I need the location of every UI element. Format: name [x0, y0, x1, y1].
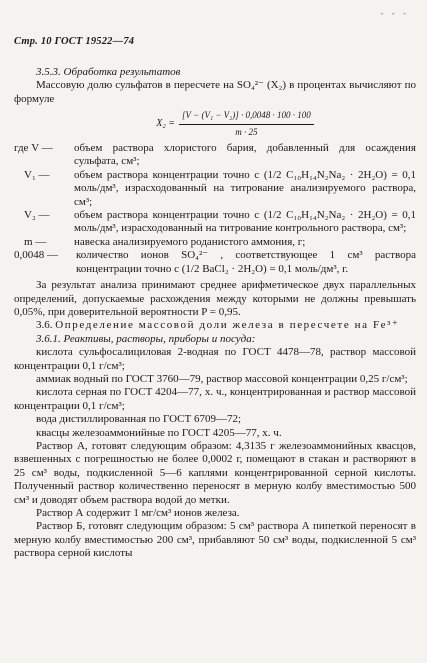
section-3-6-number: 3.6. — [36, 319, 53, 332]
definition-text: объем раствора хлористого бария, добавленный для осаждения сульфата, см³; — [74, 142, 416, 168]
formula-numerator: [V − (V₁ − V₂)] · 0,0048 · 100 · 100 — [179, 109, 314, 124]
definition-text: объем раствора концентрации точно c (1/2 C₁₀H₁₄N₂Na₂ · 2H₂O) = 0,1 моль/дм³, израсходованный на титрование анализируемого раствора, см³; — [74, 168, 416, 208]
page-header: Стр. 10 ГОСТ 19522—74 — [14, 36, 135, 47]
formula — [54, 109, 416, 139]
formula-fraction — [179, 109, 314, 139]
definition-item — [14, 249, 416, 276]
reagent-item: кислота сульфосалициловая 2-водная по ГОСТ 4478—78, раствор массовой концентрации 0,1 г/см³; — [14, 346, 416, 372]
solution-a-contains: Раствор А содержит 1 мг/см³ ионов железа. — [36, 507, 240, 519]
reagent-item: кислота серная по ГОСТ 4204—77, х. ч., концентрированная и раствор массовой концентрации 0,1 г/см³; — [14, 386, 416, 412]
solution-a-paragraph: Раствор А, готовят следующим образом: 4,3135 г железоаммонийных квасцов, взвешенных с погрешностью не более 0,0002 г, помещают в стакан и растворяют в 25 см³ воды, подкисленной 5—6 каплями концентрированной серной кислоты. Полученный раствор количественно переносят в мерную колбу вместимостью 500 см³ и доводят объем раствора водой до метки. — [14, 439, 416, 506]
definition-term: V₁ — — [24, 168, 50, 181]
section-3-6-1-title: 3.6.1. Реактивы, растворы, приборы и посуда: — [36, 332, 256, 345]
section-3-6-heading — [14, 319, 416, 332]
definition-term: где V — — [14, 142, 53, 155]
definition-term: V₂ — — [24, 209, 50, 222]
solution-b-paragraph: Раствор Б, готовят следующим образом: 5 см³ раствора А пипеткой переносят в мерную колбу вместимостью 200 см³, прибавляют 50 см³ воды, подкисленной 5 см³ раствора серной кислоты — [14, 520, 416, 560]
definition-item — [24, 209, 416, 236]
result-paragraph: За результат анализа принимают среднее арифметическое двух параллельных определений, допускаемые расхождения между которыми не должны превышать 0,05%, при доверительной вероятности P = 0,95. — [14, 279, 416, 318]
variable-definitions — [14, 142, 416, 276]
reagent-item: аммиак водный по ГОСТ 3760—79, раствор массовой концентрации 0,25 г/см³; — [36, 372, 408, 385]
section-3-5-3-intro: Массовую долю сульфатов в пересчете на SO₄²⁻ (X₂) в процентах вычисляют по формуле — [14, 79, 416, 105]
definition-item — [24, 236, 416, 249]
corner-marks: - - - — [380, 8, 409, 18]
reagent-item: квасцы железоаммонийные по ГОСТ 4205—77, х. ч. — [36, 426, 282, 439]
formula-denominator: m · 25 — [235, 126, 258, 137]
definition-text: объем раствора концентрации точно c (1/2 C₁₀H₁₄N₂Na₂ · 2H₂O) = 0,1 моль/дм³, израсходованный на титрование контрольного раствора, см³; — [74, 209, 416, 235]
reagent-item: вода дистиллированная по ГОСТ 6709—72; — [36, 413, 242, 426]
formula-lhs: X₂ = — [156, 118, 176, 130]
definition-item — [14, 142, 416, 169]
definition-text: навеска анализируемого роданистого аммония, г; — [74, 235, 306, 248]
section-3-5-3-title: 3.5.3. Обработка результатов — [36, 66, 181, 78]
section-3-6-title: Определение массовой доли железа в пересчете на Fe³⁺ — [55, 319, 400, 332]
definition-term: 0,0048 — — [14, 249, 58, 262]
definition-item — [24, 169, 416, 209]
page-content — [14, 66, 416, 561]
definition-text: количество ионов SO₄²⁻ , соответствующее 1 см³ раствора концентрации точно c (1/2 BaCl₂ · 2H₂O) = 0,1 моль/дм³, г. — [76, 249, 416, 275]
definition-term: m — — [24, 235, 47, 248]
